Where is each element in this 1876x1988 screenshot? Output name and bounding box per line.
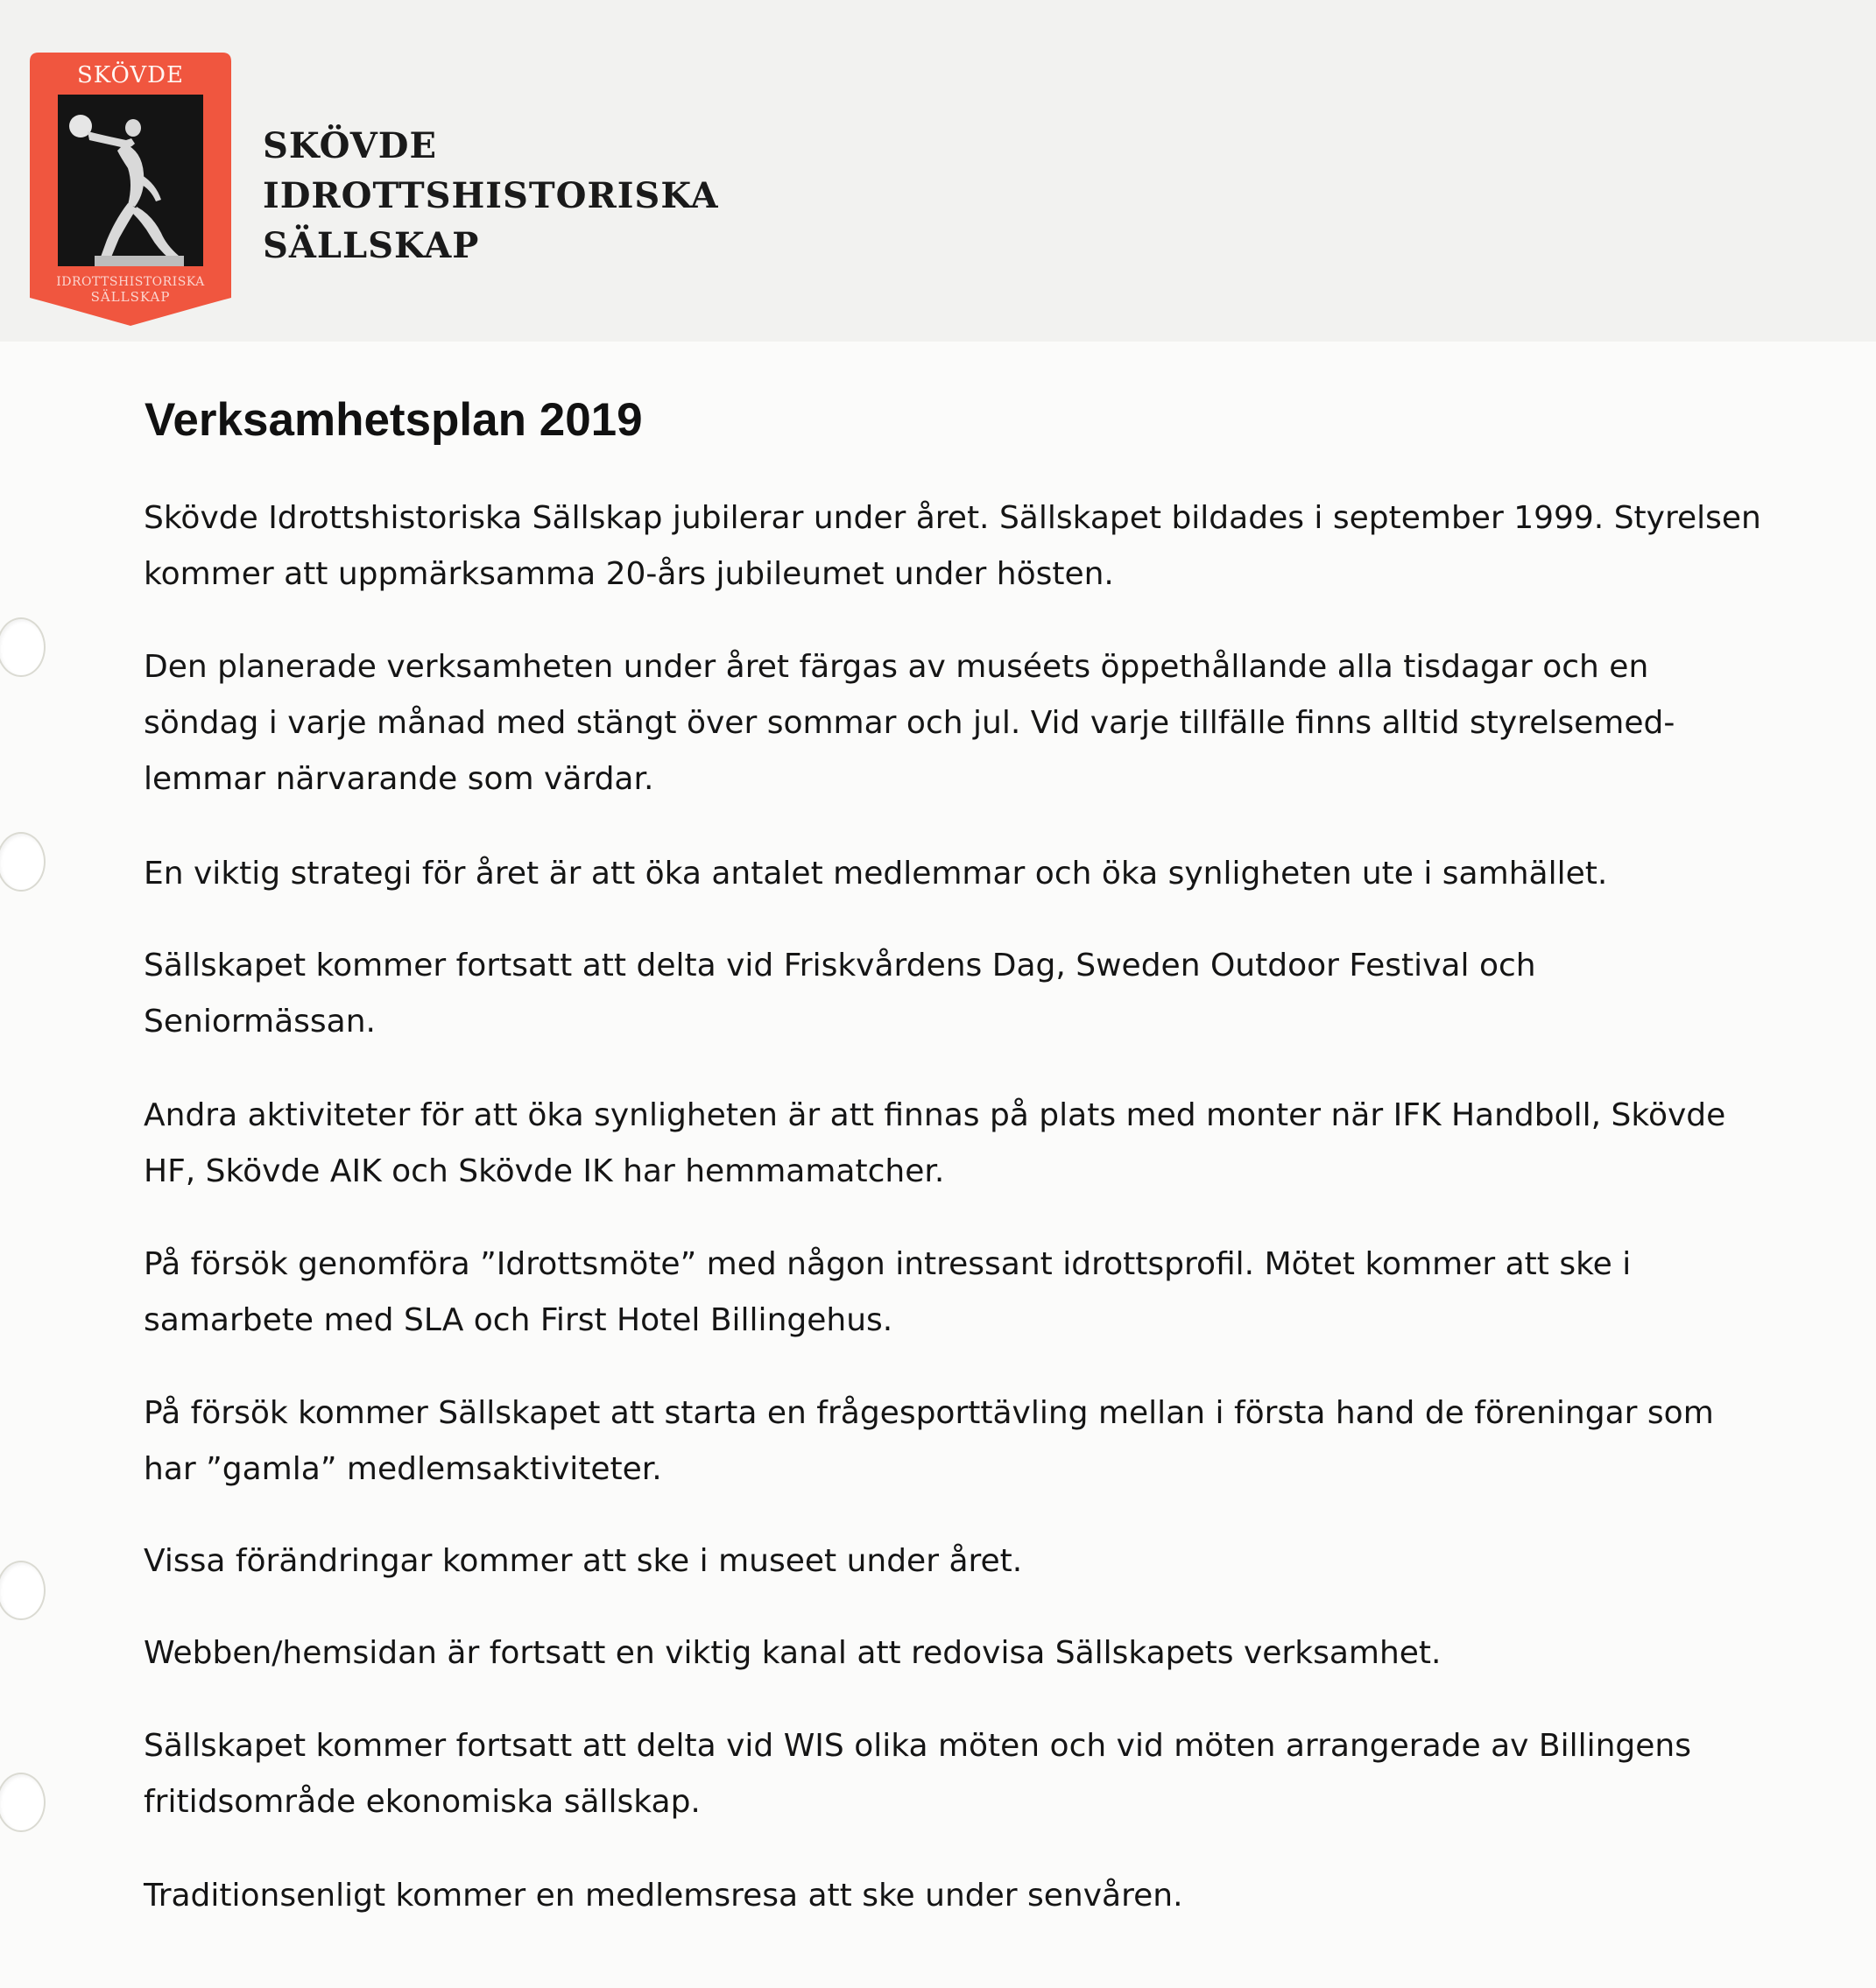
- paragraph-line: fritidsområde ekonomiska sällskap.: [144, 1784, 701, 1820]
- organization-name-line: IDROTTSHISTORISKA: [263, 175, 719, 216]
- paragraph-line: söndag i varje månad med stängt över sommar och jul. Vid varje tillfälle finns alltid styrelsemed-: [144, 705, 1675, 741]
- document-title: Verksamhetsplan 2019: [145, 394, 643, 446]
- paragraph: [144, 1088, 1808, 1200]
- society-logo: [30, 53, 231, 326]
- paragraph-line: Sällskapet kommer fortsatt att delta vid WIS olika möten och vid möten arrangerade av Billingens: [144, 1728, 1691, 1764]
- paragraph-line: En viktig strategi för året är att öka antalet medlemmar och öka synligheten ute i samhället.: [144, 856, 1608, 892]
- paragraph: [144, 490, 1808, 603]
- logo-bottom-text-line2: SÄLLSKAP: [90, 289, 171, 305]
- paragraph-line: Skövde Idrottshistoriska Sällskap jubilerar under året. Sällskapet bildades i september 1999. Styrelsen: [144, 500, 1761, 536]
- organization-name-line: SKÖVDE: [263, 125, 437, 166]
- paragraph: [144, 639, 1808, 807]
- paragraph: [144, 1385, 1808, 1498]
- paragraph: [144, 1718, 1808, 1830]
- paragraph-line: På försök genomföra ”Idrottsmöte” med någon intressant idrottsprofil. Mötet kommer att ske i: [144, 1246, 1632, 1282]
- paragraph-line: Seniormässan.: [144, 1004, 376, 1040]
- paragraph: [144, 1625, 1808, 1681]
- paragraph: [144, 1868, 1808, 1924]
- punch-hole: [0, 832, 46, 892]
- punch-hole: [0, 617, 46, 677]
- paragraph-line: har ”gamla” medlemsaktiviteter.: [144, 1451, 662, 1487]
- paragraph-line: På försök kommer Sällskapet att starta en frågesporttävling mellan i första hand de föreningar som: [144, 1395, 1714, 1431]
- punch-hole: [0, 1561, 46, 1620]
- logo-bottom-text-line1: IDROTTSHISTORISKA: [56, 275, 205, 289]
- paragraph-line: lemmar närvarande som värdar.: [144, 761, 654, 797]
- paragraph-line: kommer att uppmärksamma 20-års jubileumet under hösten.: [144, 556, 1114, 592]
- paragraph: [144, 1533, 1808, 1590]
- paragraph-line: Sällskapet kommer fortsatt att delta vid Friskvårdens Dag, Sweden Outdoor Festival och: [144, 948, 1536, 983]
- paragraph-line: Andra aktiviteter för att öka synligheten är att finnas på plats med monter när IFK Handboll, Skövde: [144, 1097, 1726, 1133]
- organization-name-line: SÄLLSKAP: [263, 225, 480, 266]
- paragraph: [144, 938, 1808, 1050]
- paragraph: [144, 846, 1808, 902]
- organization-name: [263, 121, 719, 271]
- paragraph-line: HF, Skövde AIK och Skövde IK har hemmamatcher.: [144, 1153, 945, 1189]
- paragraph: [144, 1237, 1808, 1349]
- paragraph-line: samarbete med SLA och First Hotel Billingehus.: [144, 1302, 893, 1338]
- punch-hole: [0, 1773, 46, 1832]
- logo-top-text: SKÖVDE: [77, 62, 184, 88]
- paragraph-line: Den planerade verksamheten under året färgas av muséets öppethållande alla tisdagar och en: [144, 649, 1649, 685]
- paragraph-line: Traditionsenligt kommer en medlemsresa att ske under senvåren.: [144, 1878, 1183, 1914]
- paragraph-line: Webben/hemsidan är fortsatt en viktig kanal att redovisa Sällskapets verksamhet.: [144, 1635, 1442, 1671]
- paragraph-line: Vissa förändringar kommer att ske i museet under året.: [144, 1543, 1023, 1579]
